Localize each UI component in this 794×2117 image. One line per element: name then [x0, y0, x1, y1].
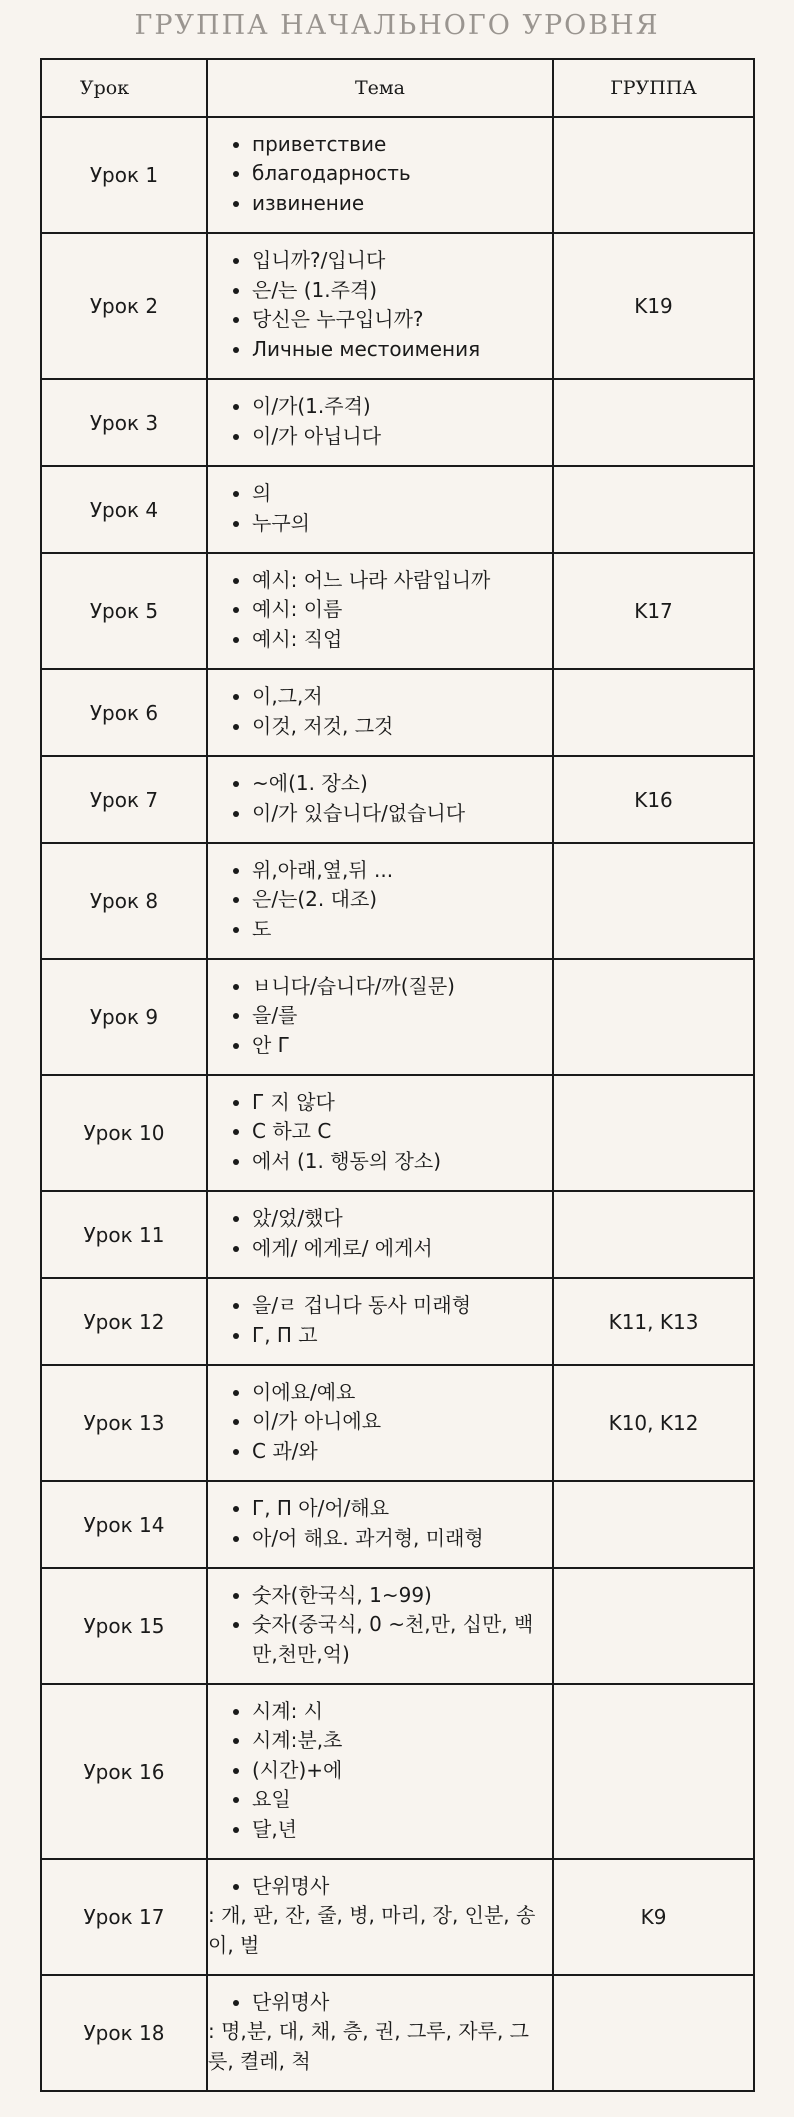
header-group: ГРУППА: [553, 59, 754, 117]
topic-cell: [207, 669, 553, 756]
group-cell: [553, 1975, 754, 2091]
topic-item: • 이에요/예요: [252, 1378, 544, 1408]
topic-item: • 위,아래,옆,뒤 ...: [252, 856, 544, 886]
topic-cell: [207, 843, 553, 959]
topic-item: • Г, П 아/어/해요: [252, 1494, 544, 1524]
topic-item: • 예시: 어느 나라 사람입니까: [252, 566, 544, 596]
lesson-cell: Урок 8: [41, 843, 207, 959]
lesson-cell: Урок 2: [41, 233, 207, 379]
topic-cell: [207, 233, 553, 379]
group-cell: K10, K12: [553, 1365, 754, 1481]
topic-item: • 도: [252, 915, 544, 945]
topic-list: [220, 682, 544, 741]
group-cell: [553, 1481, 754, 1568]
topic-list: [220, 246, 544, 364]
topic-list: [220, 1581, 544, 1670]
topic-list: [220, 1872, 544, 1902]
topic-item: • С 하고 С: [252, 1117, 544, 1147]
lesson-cell: Урок 10: [41, 1075, 207, 1191]
topic-item: • 이/가(1.주격): [252, 392, 544, 422]
table-row: [41, 233, 754, 379]
lesson-table: [40, 58, 755, 2092]
lesson-cell: Урок 1: [41, 117, 207, 233]
topic-item: • 숫자(중국식, 0 ~천,만, 십만, 백만,천만,억): [252, 1610, 544, 1669]
group-cell: [553, 1191, 754, 1278]
table-row: [41, 1191, 754, 1278]
table-row: [41, 959, 754, 1075]
topic-item: • (시간)+에: [252, 1756, 544, 1786]
topic-item: • 입니까?/입니다: [252, 246, 544, 276]
topic-item: • С 과/와: [252, 1437, 544, 1467]
topic-item: • 이것, 저것, 그것: [252, 712, 544, 742]
table-row: [41, 117, 754, 233]
topic-item: • 이/가 아니에요: [252, 1407, 544, 1437]
topic-item: • ~에(1. 장소): [252, 769, 544, 799]
group-cell: [553, 117, 754, 233]
topic-list: [220, 1204, 544, 1263]
lesson-cell: Урок 17: [41, 1859, 207, 1975]
topic-list: [220, 392, 544, 451]
topic-item: • Личные местоимения: [252, 335, 544, 365]
group-cell: [553, 1684, 754, 1859]
table-row: [41, 379, 754, 466]
topic-cell: [207, 959, 553, 1075]
lesson-cell: Урок 11: [41, 1191, 207, 1278]
topic-item: • 단위명사: [252, 1988, 544, 2018]
topic-item: • 요일: [252, 1785, 544, 1815]
lesson-cell: Урок 12: [41, 1278, 207, 1365]
topic-cell: [207, 1859, 553, 1975]
topic-cell: [207, 117, 553, 233]
lesson-cell: Урок 5: [41, 553, 207, 669]
topic-list: [220, 1291, 544, 1350]
lesson-cell: Урок 18: [41, 1975, 207, 2091]
topic-item: • 에서 (1. 행동의 장소): [252, 1147, 544, 1177]
topic-list: [220, 1697, 544, 1845]
topic-item: • 에게/ 에게로/ 에게서: [252, 1234, 544, 1264]
topic-cell: [207, 1191, 553, 1278]
group-cell: [553, 669, 754, 756]
group-cell: K17: [553, 553, 754, 669]
topic-item: • 시계:분,초: [252, 1726, 544, 1756]
topic-cell: [207, 1075, 553, 1191]
topic-cell: [207, 1684, 553, 1859]
topic-item: • 안 Г: [252, 1031, 544, 1061]
table-body: [41, 117, 754, 2091]
table-row: [41, 1278, 754, 1365]
topic-item: • 의: [252, 479, 544, 509]
topic-cell: [207, 756, 553, 843]
lesson-cell: Урок 15: [41, 1568, 207, 1684]
table-row: [41, 1684, 754, 1859]
topic-item: • 단위명사: [252, 1872, 544, 1902]
topic-list: [220, 479, 544, 538]
lesson-cell: Урок 9: [41, 959, 207, 1075]
topic-item: • 예시: 직업: [252, 625, 544, 655]
lesson-cell: Урок 7: [41, 756, 207, 843]
table-row: [41, 1859, 754, 1975]
topic-cell: [207, 1481, 553, 1568]
topic-item: • 숫자(한국식, 1~99): [252, 1581, 544, 1611]
table-row: [41, 843, 754, 959]
topic-item: • 은/는(2. 대조): [252, 885, 544, 915]
group-cell: [553, 1568, 754, 1684]
group-cell: [553, 959, 754, 1075]
topic-item: • 달,년: [252, 1815, 544, 1845]
topic-cell: [207, 466, 553, 553]
topic-item: • извинение: [252, 189, 544, 219]
topic-item: • 이/가 있습니다/없습니다: [252, 799, 544, 829]
topic-cell: [207, 1568, 553, 1684]
group-cell: K19: [553, 233, 754, 379]
topic-cell: [207, 1365, 553, 1481]
table-row: [41, 1365, 754, 1481]
topic-cell: [207, 1278, 553, 1365]
topic-item: • ㅂ니다/습니다/까(질문): [252, 972, 544, 1002]
topic-list: [220, 972, 544, 1061]
group-cell: [553, 466, 754, 553]
topic-list: [220, 130, 544, 219]
lesson-cell: Урок 13: [41, 1365, 207, 1481]
topic-list: [220, 1988, 544, 2018]
lesson-cell: Урок 14: [41, 1481, 207, 1568]
table-row: [41, 1568, 754, 1684]
table-row: [41, 669, 754, 756]
group-cell: [553, 1075, 754, 1191]
table-row: [41, 1481, 754, 1568]
topic-item: • 아/어 해요. 과거형, 미래형: [252, 1524, 544, 1554]
header-topic: Тема: [207, 59, 553, 117]
topic-item: • 은/는 (1.주격): [252, 276, 544, 306]
topic-cell: [207, 1975, 553, 2091]
topic-item: • 당신은 누구입니까?: [252, 305, 544, 335]
topic-item: • Г, П 고: [252, 1321, 544, 1351]
topic-list: [220, 1494, 544, 1553]
topic-item: • 시계: 시: [252, 1697, 544, 1727]
topic-item: • 을/를: [252, 1001, 544, 1031]
topic-item: • 을/ㄹ 겁니다 동사 미래형: [252, 1291, 544, 1321]
header-lesson: Урок: [41, 59, 207, 117]
topic-cell: [207, 379, 553, 466]
page-title: ГРУППА НАЧАЛЬНОГО УРОВНЯ: [134, 10, 660, 41]
topic-item: • Г 지 않다: [252, 1088, 544, 1118]
topic-item: • 누구의: [252, 509, 544, 539]
group-cell: [553, 843, 754, 959]
topic-note: : 명,분, 대, 채, 층, 권, 그루, 자루, 그릇, 켤레, 척: [208, 2019, 529, 2073]
topic-list: [220, 566, 544, 655]
topic-list: [220, 856, 544, 945]
group-cell: K11, K13: [553, 1278, 754, 1365]
topic-list: [220, 1378, 544, 1467]
table-row: [41, 1975, 754, 2091]
topic-list: [220, 769, 544, 828]
group-cell: K16: [553, 756, 754, 843]
table-row: [41, 1075, 754, 1191]
topic-item: • 았/었/했다: [252, 1204, 544, 1234]
group-cell: [553, 379, 754, 466]
topic-note: : 개, 판, 잔, 줄, 병, 마리, 장, 인분, 송이, 벌: [208, 1903, 536, 1957]
table-row: [41, 553, 754, 669]
topic-item: • 이,그,저: [252, 682, 544, 712]
table-row: [41, 466, 754, 553]
lesson-cell: Урок 16: [41, 1684, 207, 1859]
topic-item: • 예시: 이름: [252, 595, 544, 625]
topic-item: • приветствие: [252, 130, 544, 160]
lesson-cell: Урок 4: [41, 466, 207, 553]
topic-cell: [207, 553, 553, 669]
table-header-row: [41, 59, 754, 117]
table-row: [41, 756, 754, 843]
lesson-cell: Урок 3: [41, 379, 207, 466]
topic-item: • 이/가 아닙니다: [252, 422, 544, 452]
group-cell: K9: [553, 1859, 754, 1975]
topic-item: • благодарность: [252, 159, 544, 189]
topic-list: [220, 1088, 544, 1177]
lesson-cell: Урок 6: [41, 669, 207, 756]
